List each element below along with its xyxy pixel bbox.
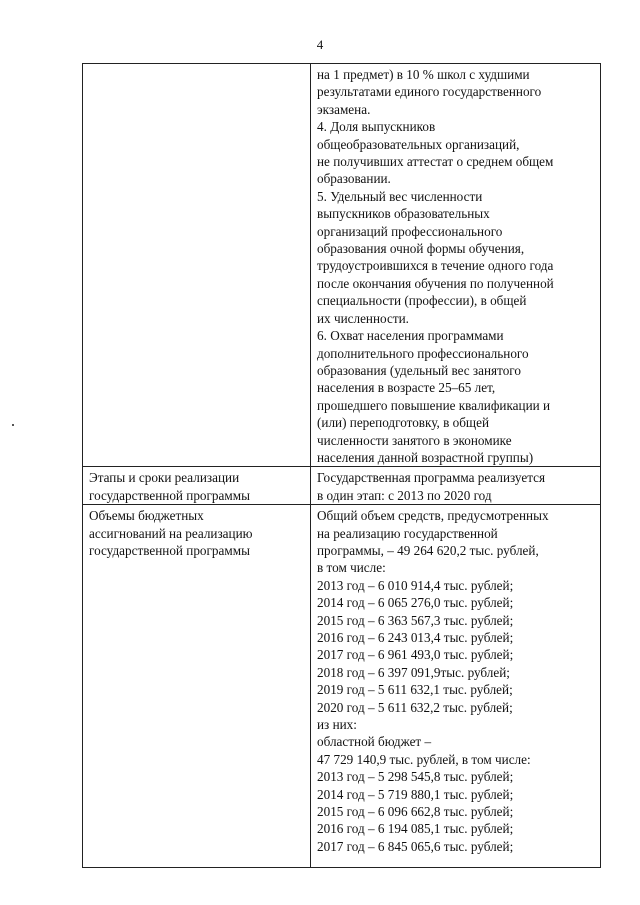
row-value-line: после окончания обучения по полученной xyxy=(317,275,554,291)
row-value-line: общеобразовательных организаций, xyxy=(317,136,520,152)
row-value-line: 2015 год – 6 363 567,3 тыс. рублей; xyxy=(317,612,514,628)
row-value-line: выпускников образовательных xyxy=(317,206,490,222)
row-value-line: численности занятого в экономике xyxy=(317,432,512,448)
row-value-line: областной бюджет – xyxy=(317,734,432,750)
row-value-line: в один этап: с 2013 по 2020 год xyxy=(317,487,492,503)
row-value-line: населения в возрасте 25–65 лет, xyxy=(317,380,496,396)
row-value-line: образования (удельный вес занятого xyxy=(317,362,521,378)
row-value-line: из них: xyxy=(317,717,357,733)
row-value-line: 2013 год – 5 298 545,8 тыс. рублей; xyxy=(317,769,514,785)
row-value-line: специальности (профессии), в общей xyxy=(317,293,527,309)
row-value-line: не получивших аттестат о среднем общем xyxy=(317,154,554,170)
row-value-cell xyxy=(311,505,601,868)
row-label-cell xyxy=(83,64,311,467)
row-value-line: 6. Охват населения программами xyxy=(317,328,504,344)
page-number: 4 xyxy=(316,37,324,52)
table-row xyxy=(83,505,601,868)
row-value-line: 2013 год – 6 010 914,4 тыс. рублей; xyxy=(317,577,514,593)
table-row xyxy=(83,64,601,467)
row-value-line: 2014 год – 6 065 276,0 тыс. рублей; xyxy=(317,595,514,611)
row-value-line: программы, – 49 264 620,2 тыс. рублей, xyxy=(317,542,539,558)
row-value-line: 2016 год – 6 243 013,4 тыс. рублей; xyxy=(317,630,514,645)
row-value-line: на 1 предмет) в 10 % школ с худшими xyxy=(317,67,530,82)
program-passport-table xyxy=(82,63,601,868)
row-label-line: государственной программы xyxy=(89,542,250,558)
row-value-line: 2015 год – 6 096 662,8 тыс. рублей; xyxy=(317,804,514,820)
row-value-line: 5. Удельный вес численности xyxy=(317,188,483,204)
row-value-line: (или) переподготовку, в общей xyxy=(317,415,490,431)
row-value-line: 47 729 140,9 тыс. рублей, в том числе: xyxy=(317,751,531,767)
row-value-line: трудоустроившихся в течение одного года xyxy=(317,258,554,274)
row-label-line: Объемы бюджетных xyxy=(89,508,204,524)
row-value-line: Общий объем средств, предусмотренных xyxy=(317,508,549,524)
row-label-line: ассигнований на реализацию xyxy=(89,525,253,541)
row-value-line: Государственная программа реализуется xyxy=(317,470,546,486)
row-value-cell xyxy=(311,64,601,467)
row-value-line: 4. Доля выпускников xyxy=(317,119,436,135)
row-value-line: организаций профессионального xyxy=(317,223,503,239)
table-row xyxy=(83,467,601,505)
row-label-cell xyxy=(83,505,311,868)
row-value-line: прошедшего повышение квалификации и xyxy=(317,397,551,413)
row-value-cell xyxy=(311,467,601,505)
row-value-line: 2017 год – 6 845 065,6 тыс. рублей; xyxy=(317,838,514,854)
table-body xyxy=(83,64,601,868)
row-value-line: 2020 год – 5 611 632,2 тыс. рублей; xyxy=(317,699,513,715)
row-value-line: экзамена. xyxy=(317,101,371,117)
row-value-line: 2014 год – 5 719 880,1 тыс. рублей; xyxy=(317,786,514,802)
row-value-line: 2018 год – 6 397 091,9тыс. рублей; xyxy=(317,664,510,680)
row-value-line: населения данной возрастной группы) xyxy=(317,449,534,465)
row-value-line: на реализацию государственной xyxy=(317,525,498,541)
row-value-line: образования очной формы обучения, xyxy=(317,241,525,257)
row-value-line: 2017 год – 6 961 493,0 тыс. рублей; xyxy=(317,647,514,663)
row-label-line: Этапы и сроки реализации xyxy=(89,470,240,486)
row-value-line: результатами единого государственного xyxy=(317,84,542,100)
row-label-cell xyxy=(83,467,311,505)
row-value-line: образовании. xyxy=(317,171,391,187)
row-value-line: их численности. xyxy=(317,310,409,326)
row-value-line: 2016 год – 6 194 085,1 тыс. рублей; xyxy=(317,821,514,837)
row-value-line: 2019 год – 5 611 632,1 тыс. рублей; xyxy=(317,682,513,698)
row-value-line: в том числе: xyxy=(317,560,386,576)
row-value-line: дополнительного профессионального xyxy=(317,345,529,361)
row-label-line: государственной программы xyxy=(89,487,250,503)
scan-speck xyxy=(12,424,14,426)
